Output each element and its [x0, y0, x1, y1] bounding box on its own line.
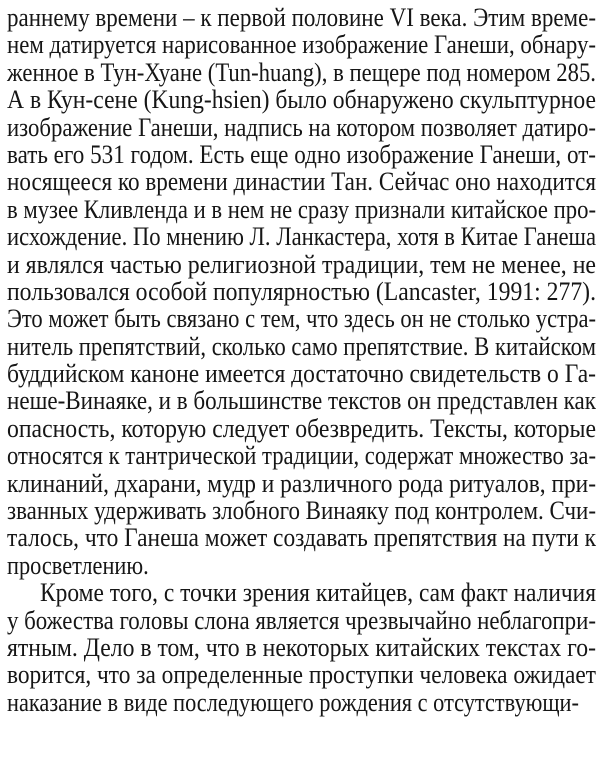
text-line-content: А в Кун-сене (Kung-hsien) было обнаружено скульптурное — [7, 85, 596, 115]
text-line — [7, 196, 596, 223]
text-line-content: ворится, что за определенные проступки человека ожидает — [7, 660, 596, 690]
text-line-content: раннему времени – к первой половине VI века. Этим време- — [7, 3, 596, 32]
text-line — [7, 86, 596, 113]
text-line — [7, 634, 596, 661]
text-line — [7, 59, 596, 86]
text-line — [7, 251, 596, 278]
text-line-content: нитель препятствий, сколько само препятствие. В китайском — [7, 331, 596, 361]
text-line-content: Это может быть связано с тем, что здесь он не столько устра- — [7, 304, 596, 334]
text-line — [7, 552, 596, 579]
text-line — [7, 305, 596, 332]
text-line — [7, 470, 596, 497]
text-line-content: Кроме того, с точки зрения китайцев, сам факт наличия — [40, 578, 596, 608]
text-line — [7, 4, 596, 31]
text-line — [7, 689, 596, 716]
text-line-content: изображение Ганеши, надпись на котором позволяет датиро- — [7, 112, 596, 142]
text-line — [7, 415, 596, 442]
text-line-content: относятся к тантрической традиции, содержат множество за- — [7, 441, 596, 471]
text-line — [7, 442, 596, 469]
document-page — [7, 4, 596, 716]
text-line-content: клинаний, дхарани, мудр и различного рода ритуалов, при- — [7, 468, 596, 498]
text-line-content: наказание в виде последующего рождения с отсутствующи- — [7, 687, 579, 717]
text-line-content: исхождение. По мнению Л. Ланкастера, хотя в Китае Ганеша — [7, 222, 596, 252]
text-line — [7, 579, 596, 606]
text-line — [7, 333, 596, 360]
text-line-content: вать его 531 годом. Есть еще одно изображение Ганеши, от- — [7, 139, 596, 169]
text-line — [7, 223, 596, 250]
paragraph — [7, 579, 596, 716]
text-line — [7, 168, 596, 195]
text-line-content: у божества головы слона является чрезвычайно неблагопри- — [7, 605, 596, 635]
text-line — [7, 360, 596, 387]
text-line — [7, 114, 596, 141]
text-line-content: ятным. Дело в том, что в некоторых китайских текстах го- — [7, 632, 596, 662]
text-line — [7, 31, 596, 58]
text-line — [7, 661, 596, 688]
text-line — [7, 497, 596, 524]
text-line-content: неше-Винаяке, и в большинстве текстов он представлен как — [7, 386, 596, 416]
text-line-content: в музее Кливленда и в нем не сразу признали китайское про- — [7, 194, 596, 224]
text-line-content: носящееся ко времени династии Тан. Сейчас оно находится — [7, 167, 596, 197]
text-line-content: просветлению. — [7, 550, 149, 580]
text-line — [7, 278, 596, 305]
text-line-content: пользовался особой популярностью (Lancaster, 1991: 277). — [7, 276, 596, 306]
text-line-content: нем датируется нарисованное изображение Ганеши, обнару- — [7, 30, 596, 60]
text-line-content: званных удерживать злобного Винаяку под контролем. Счи- — [7, 496, 596, 526]
paragraph — [7, 4, 596, 579]
text-line-content: буддийском каноне имеется достаточно свидетельств о Га- — [7, 359, 596, 389]
text-line — [7, 524, 596, 551]
text-line-content: опасность, которую следует обезвредить. Тексты, которые — [7, 413, 596, 443]
text-line-content: и являлся частью религиозной традиции, тем не менее, не — [7, 249, 596, 279]
text-line-content: талось, что Ганеша может создавать препятствия на пути к — [7, 523, 596, 553]
text-line — [7, 607, 596, 634]
text-line — [7, 387, 596, 414]
text-line — [7, 141, 596, 168]
text-line-content: женное в Тун-Хуане (Tun-huang), в пещере под номером 285. — [7, 57, 596, 87]
